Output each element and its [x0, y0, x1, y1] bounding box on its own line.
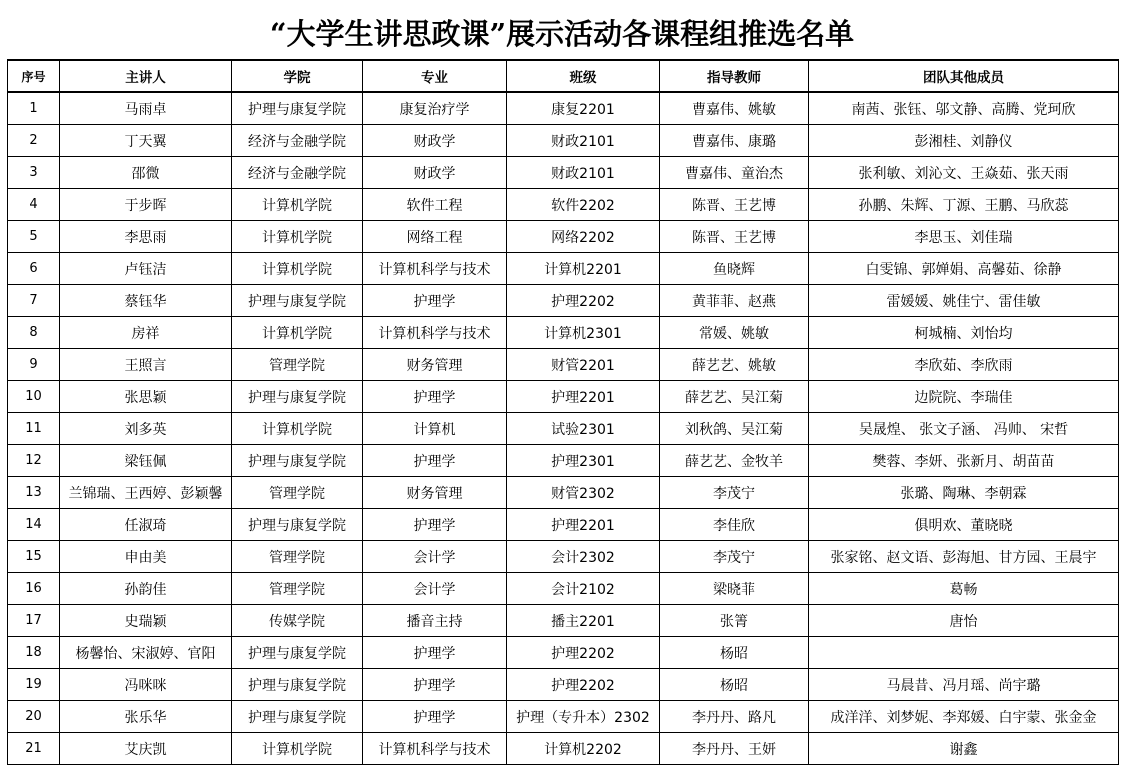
team-members-cell: 谢鑫: [809, 733, 1119, 765]
row-number-cell: 2: [8, 125, 60, 157]
college-cell: 护理与康复学院: [232, 669, 363, 701]
table-row: [8, 221, 1119, 253]
advisor-cell: 杨昭: [660, 669, 809, 701]
speaker-cell: 王照言: [60, 349, 232, 381]
college-cell: 计算机学院: [232, 413, 363, 445]
advisor-cell: 黄菲菲、赵燕: [660, 285, 809, 317]
team-members-cell: 李欣茹、李欣雨: [809, 349, 1119, 381]
table-header-row: [8, 60, 1119, 92]
table-row: [8, 669, 1119, 701]
college-cell: 经济与金融学院: [232, 125, 363, 157]
major-cell: 护理学: [363, 285, 507, 317]
speaker-cell: 张乐华: [60, 701, 232, 733]
table-row: [8, 381, 1119, 413]
college-cell: 管理学院: [232, 477, 363, 509]
table-row: [8, 253, 1119, 285]
speaker-cell: 任淑琦: [60, 509, 232, 541]
class-cell: 财管2302: [507, 477, 660, 509]
major-cell: 计算机科学与技术: [363, 733, 507, 765]
speaker-cell: 丁天翼: [60, 125, 232, 157]
college-cell: 护理与康复学院: [232, 445, 363, 477]
team-members-cell: 吴晟煌、 张文子涵、 冯帅、 宋哲: [809, 413, 1119, 445]
team-members-cell: 彭湘桂、刘静仪: [809, 125, 1119, 157]
college-cell: 计算机学院: [232, 317, 363, 349]
class-cell: 财政2101: [507, 157, 660, 189]
team-members-cell: 张利敏、刘沁文、王焱茹、张天雨: [809, 157, 1119, 189]
class-cell: 护理2301: [507, 445, 660, 477]
college-cell: 管理学院: [232, 349, 363, 381]
table-row: [8, 317, 1119, 349]
class-cell: 软件2202: [507, 189, 660, 221]
team-members-cell: 李思玉、刘佳瑞: [809, 221, 1119, 253]
row-number-cell: 9: [8, 349, 60, 381]
page-title: “大学生讲思政课”展示活动各课程组推选名单: [269, 17, 855, 51]
header-class: 班级: [507, 60, 660, 92]
advisor-cell: 陈晋、王艺博: [660, 221, 809, 253]
row-number-cell: 8: [8, 317, 60, 349]
header-number: 序号: [8, 60, 60, 92]
row-number-cell: 5: [8, 221, 60, 253]
team-members-cell: 张家铭、赵文语、彭海旭、甘方园、王晨宇: [809, 541, 1119, 573]
table-row: [8, 573, 1119, 605]
major-cell: 软件工程: [363, 189, 507, 221]
speaker-cell: 房祥: [60, 317, 232, 349]
row-number-cell: 11: [8, 413, 60, 445]
team-members-cell: 南茜、张钰、邬文静、高腾、党珂欣: [809, 92, 1119, 125]
class-cell: 护理2202: [507, 669, 660, 701]
header-team-members: 团队其他成员: [809, 60, 1119, 92]
class-cell: 会计2302: [507, 541, 660, 573]
class-cell: 试验2301: [507, 413, 660, 445]
table-row: [8, 701, 1119, 733]
major-cell: 护理学: [363, 637, 507, 669]
speaker-cell: 史瑞颖: [60, 605, 232, 637]
row-number-cell: 14: [8, 509, 60, 541]
college-cell: 护理与康复学院: [232, 701, 363, 733]
advisor-cell: 梁晓菲: [660, 573, 809, 605]
advisor-cell: 鱼晓辉: [660, 253, 809, 285]
college-cell: 计算机学院: [232, 733, 363, 765]
college-cell: 计算机学院: [232, 221, 363, 253]
row-number-cell: 7: [8, 285, 60, 317]
class-cell: 财政2101: [507, 125, 660, 157]
header-major: 专业: [363, 60, 507, 92]
speaker-cell: 蔡钰华: [60, 285, 232, 317]
college-cell: 护理与康复学院: [232, 92, 363, 125]
row-number-cell: 15: [8, 541, 60, 573]
college-cell: 传媒学院: [232, 605, 363, 637]
major-cell: 计算机: [363, 413, 507, 445]
major-cell: 财政学: [363, 125, 507, 157]
class-cell: 护理2202: [507, 637, 660, 669]
advisor-cell: 李丹丹、王妍: [660, 733, 809, 765]
team-members-cell: 唐怡: [809, 605, 1119, 637]
advisor-cell: 李茂宁: [660, 477, 809, 509]
college-cell: 管理学院: [232, 541, 363, 573]
major-cell: 播音主持: [363, 605, 507, 637]
advisor-cell: 常媛、姚敏: [660, 317, 809, 349]
row-number-cell: 16: [8, 573, 60, 605]
speaker-cell: 邵微: [60, 157, 232, 189]
class-cell: 护理2202: [507, 285, 660, 317]
college-cell: 计算机学院: [232, 253, 363, 285]
row-number-cell: 19: [8, 669, 60, 701]
major-cell: 护理学: [363, 509, 507, 541]
table-row: [8, 541, 1119, 573]
advisor-cell: 张箐: [660, 605, 809, 637]
class-cell: 计算机2201: [507, 253, 660, 285]
row-number-cell: 4: [8, 189, 60, 221]
team-members-cell: 孙鹏、朱辉、丁源、王鹏、马欣蕊: [809, 189, 1119, 221]
major-cell: 网络工程: [363, 221, 507, 253]
team-members-cell: 樊蓉、李妍、张新月、胡苗苗: [809, 445, 1119, 477]
major-cell: 护理学: [363, 669, 507, 701]
major-cell: 会计学: [363, 541, 507, 573]
class-cell: 康复2201: [507, 92, 660, 125]
advisor-cell: 薛艺艺、吴江菊: [660, 381, 809, 413]
table-row: [8, 637, 1119, 669]
major-cell: 财务管理: [363, 477, 507, 509]
team-members-cell: 马晨昔、冯月瑶、尚宇璐: [809, 669, 1119, 701]
roster-table: [7, 59, 1119, 765]
speaker-cell: 于步晖: [60, 189, 232, 221]
row-number-cell: 1: [8, 92, 60, 125]
advisor-cell: 杨昭: [660, 637, 809, 669]
major-cell: 会计学: [363, 573, 507, 605]
advisor-cell: 薛艺艺、金牧羊: [660, 445, 809, 477]
class-cell: 护理2201: [507, 381, 660, 413]
team-members-cell: 边院院、李瑞佳: [809, 381, 1119, 413]
class-cell: 播主2201: [507, 605, 660, 637]
row-number-cell: 6: [8, 253, 60, 285]
class-cell: 网络2202: [507, 221, 660, 253]
team-members-cell: 成洋洋、刘梦妮、李郑媛、白宇蒙、张金金: [809, 701, 1119, 733]
class-cell: 计算机2301: [507, 317, 660, 349]
college-cell: 护理与康复学院: [232, 509, 363, 541]
table-row: [8, 189, 1119, 221]
table-row: [8, 445, 1119, 477]
college-cell: 护理与康复学院: [232, 285, 363, 317]
college-cell: 护理与康复学院: [232, 381, 363, 413]
team-members-cell: [809, 637, 1119, 669]
speaker-cell: 艾庆凯: [60, 733, 232, 765]
table-row: [8, 92, 1119, 125]
speaker-cell: 申由美: [60, 541, 232, 573]
row-number-cell: 13: [8, 477, 60, 509]
speaker-cell: 杨馨怡、宋淑婷、官阳: [60, 637, 232, 669]
class-cell: 计算机2202: [507, 733, 660, 765]
table-row: [8, 477, 1119, 509]
college-cell: 护理与康复学院: [232, 637, 363, 669]
team-members-cell: 柯城楠、刘怡均: [809, 317, 1119, 349]
table-row: [8, 413, 1119, 445]
class-cell: 护理2201: [507, 509, 660, 541]
speaker-cell: 梁钰佩: [60, 445, 232, 477]
row-number-cell: 20: [8, 701, 60, 733]
advisor-cell: 陈晋、王艺博: [660, 189, 809, 221]
advisor-cell: 薛艺艺、姚敏: [660, 349, 809, 381]
speaker-cell: 兰锦瑞、王西婷、彭颖馨: [60, 477, 232, 509]
speaker-cell: 李思雨: [60, 221, 232, 253]
table-row: [8, 509, 1119, 541]
table-row: [8, 733, 1119, 765]
speaker-cell: 马雨卓: [60, 92, 232, 125]
advisor-cell: 李茂宁: [660, 541, 809, 573]
advisor-cell: 曹嘉伟、童治杰: [660, 157, 809, 189]
speaker-cell: 卢钰洁: [60, 253, 232, 285]
row-number-cell: 17: [8, 605, 60, 637]
team-members-cell: 雷媛媛、姚佳宁、雷佳敏: [809, 285, 1119, 317]
table-row: [8, 285, 1119, 317]
major-cell: 护理学: [363, 701, 507, 733]
college-cell: 经济与金融学院: [232, 157, 363, 189]
row-number-cell: 18: [8, 637, 60, 669]
major-cell: 康复治疗学: [363, 92, 507, 125]
advisor-cell: 曹嘉伟、康璐: [660, 125, 809, 157]
table-row: [8, 157, 1119, 189]
speaker-cell: 张思颖: [60, 381, 232, 413]
class-cell: 护理（专升本）2302: [507, 701, 660, 733]
header-advisor: 指导教师: [660, 60, 809, 92]
speaker-cell: 孙韵佳: [60, 573, 232, 605]
table-row: [8, 125, 1119, 157]
header-speaker: 主讲人: [60, 60, 232, 92]
team-members-cell: 俱明欢、董晓晓: [809, 509, 1119, 541]
table-row: [8, 605, 1119, 637]
row-number-cell: 21: [8, 733, 60, 765]
major-cell: 财政学: [363, 157, 507, 189]
speaker-cell: 冯咪咪: [60, 669, 232, 701]
advisor-cell: 刘秋鸽、吴江菊: [660, 413, 809, 445]
header-college: 学院: [232, 60, 363, 92]
advisor-cell: 曹嘉伟、姚敏: [660, 92, 809, 125]
major-cell: 护理学: [363, 445, 507, 477]
major-cell: 计算机科学与技术: [363, 253, 507, 285]
row-number-cell: 10: [8, 381, 60, 413]
table-row: [8, 349, 1119, 381]
college-cell: 计算机学院: [232, 189, 363, 221]
major-cell: 财务管理: [363, 349, 507, 381]
class-cell: 会计2102: [507, 573, 660, 605]
row-number-cell: 12: [8, 445, 60, 477]
advisor-cell: 李佳欣: [660, 509, 809, 541]
team-members-cell: 葛畅: [809, 573, 1119, 605]
college-cell: 管理学院: [232, 573, 363, 605]
major-cell: 护理学: [363, 381, 507, 413]
class-cell: 财管2201: [507, 349, 660, 381]
row-number-cell: 3: [8, 157, 60, 189]
team-members-cell: 张璐、陶琳、李朝霖: [809, 477, 1119, 509]
team-members-cell: 白雯锦、郭婵娟、高馨茹、徐静: [809, 253, 1119, 285]
speaker-cell: 刘多英: [60, 413, 232, 445]
advisor-cell: 李丹丹、路凡: [660, 701, 809, 733]
major-cell: 计算机科学与技术: [363, 317, 507, 349]
